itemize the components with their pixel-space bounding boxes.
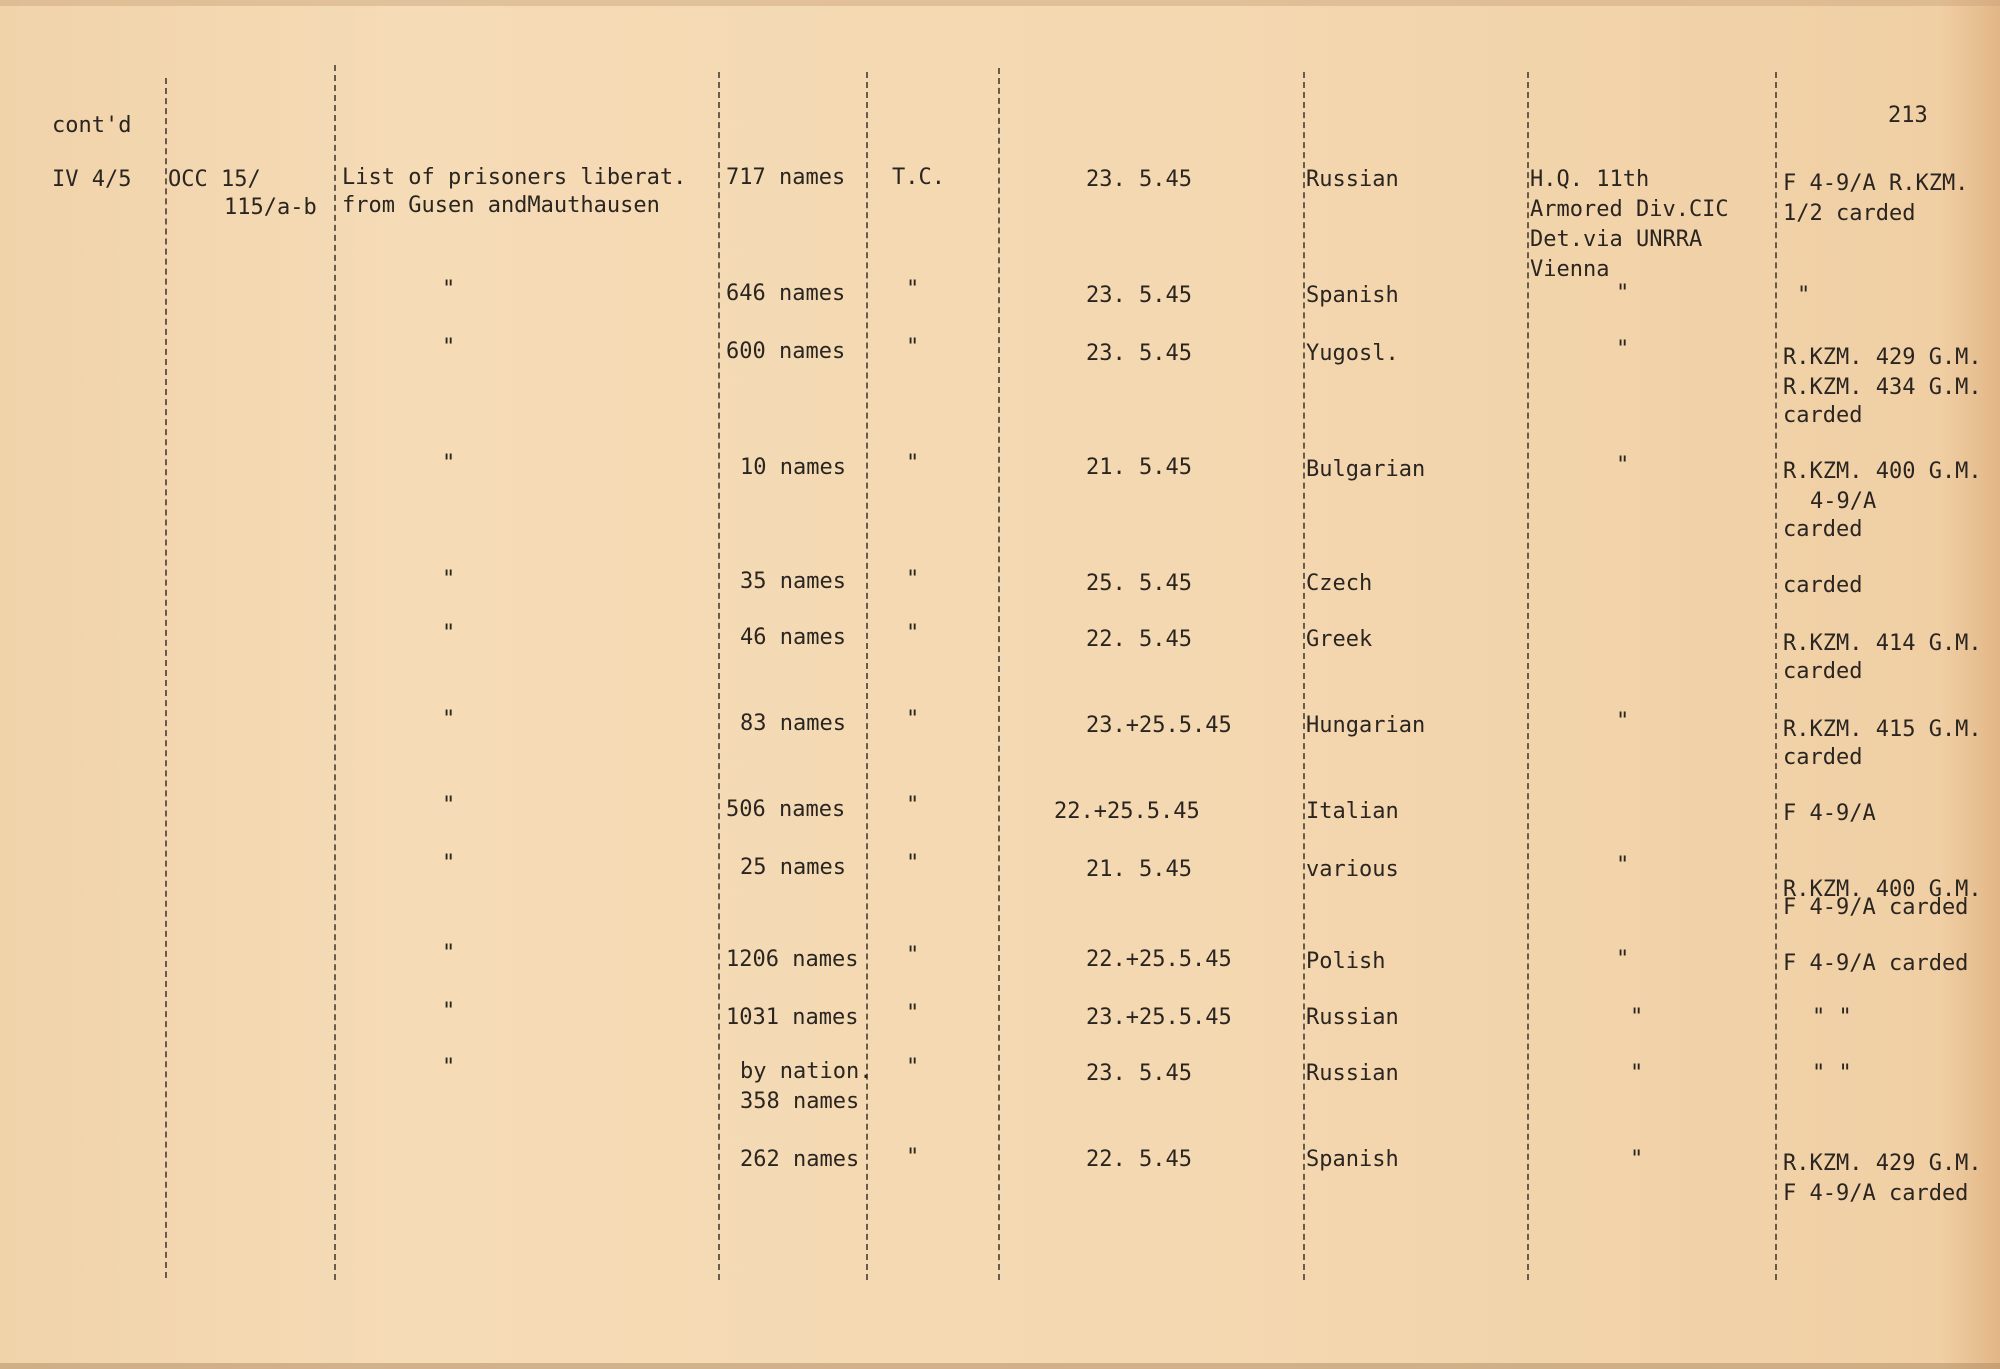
record-date: 22.+25.5.45 (1054, 799, 1200, 824)
ditto-mark: " (442, 941, 456, 966)
record-language: T.C. (892, 165, 945, 190)
record-remarks: R.KZM. 415 G.M. (1783, 717, 1982, 742)
page-number: 213 (1888, 103, 1928, 128)
record-count: 358 names (740, 1089, 860, 1114)
ditto-mark: " (1616, 853, 1630, 878)
column-rule (866, 72, 868, 1280)
record-date: 22. 5.45 (1086, 627, 1192, 652)
ditto-mark: " (442, 793, 456, 818)
record-remarks: R.KZM. 429 G.M. (1783, 345, 1982, 370)
source-line3: Det.via UNRRA (1530, 227, 1703, 252)
record-count: 646 names (726, 281, 846, 306)
record-count: 35 names (740, 569, 846, 594)
record-remarks: F 4-9/A carded (1783, 951, 1969, 976)
record-date: 23. 5.45 (1086, 341, 1192, 366)
ditto-mark: " (442, 621, 456, 646)
reference-number: IV 4/5 (52, 167, 132, 192)
record-date: 23.+25.5.45 (1086, 713, 1232, 738)
record-date: 23. 5.45 (1086, 283, 1192, 308)
ditto-mark: " (442, 851, 456, 876)
column-rule (1775, 72, 1777, 1280)
ditto-mark: " (906, 707, 920, 732)
ditto-mark: " (906, 277, 920, 302)
ditto-mark: " (1616, 947, 1630, 972)
record-remarks: carded (1783, 573, 1863, 598)
record-nationality: Italian (1306, 799, 1399, 824)
column-rule (1527, 72, 1529, 1280)
record-remarks: " " (1812, 1061, 1852, 1086)
description-line1: List of prisoners liberat. (342, 165, 687, 190)
record-remarks: F 4-9/A carded (1783, 1181, 1969, 1206)
ditto-mark: " (906, 567, 920, 592)
ditto-mark: " (906, 451, 920, 476)
ditto-mark: " (906, 335, 920, 360)
record-date: 23. 5.45 (1086, 167, 1192, 192)
ditto-mark: " (906, 1145, 920, 1170)
ditto-mark: " (906, 621, 920, 646)
ditto-mark: " (442, 1055, 456, 1080)
ditto-mark: " (442, 707, 456, 732)
record-date: 21. 5.45 (1086, 857, 1192, 882)
ditto-mark: " (906, 943, 920, 968)
record-nationality: Spanish (1306, 283, 1399, 308)
record-remarks: carded (1783, 659, 1863, 684)
page-bottom-edge (0, 1363, 2000, 1369)
record-remarks: carded (1783, 517, 1863, 542)
ditto-mark: " (906, 793, 920, 818)
record-count: 1206 names (726, 947, 859, 972)
record-count: 600 names (726, 339, 846, 364)
page-top-edge (0, 0, 2000, 6)
ditto-mark: " (906, 1001, 920, 1026)
description-line2: from Gusen andMauthausen (342, 193, 660, 218)
record-nationality: Russian (1306, 1061, 1399, 1086)
record-nationality: Yugosl. (1306, 341, 1399, 366)
column-rule (334, 65, 336, 1280)
record-nationality: various (1306, 857, 1399, 882)
column-rule (165, 78, 167, 1278)
file-number-line2: 115/a-b (224, 195, 317, 220)
ditto-mark: " (1630, 1147, 1644, 1172)
ditto-mark: " (1630, 1005, 1644, 1030)
record-remarks: carded (1783, 745, 1863, 770)
record-count: 10 names (740, 455, 846, 480)
record-remarks: F 4-9/A (1783, 801, 1876, 826)
record-nationality: Czech (1306, 571, 1373, 596)
ditto-mark: " (442, 451, 456, 476)
record-remarks: F 4-9/A R.KZM. (1783, 171, 1969, 196)
ditto-mark: " (1616, 281, 1630, 306)
record-remarks: 1/2 carded (1783, 201, 1916, 226)
record-count-note: by nation. (740, 1059, 873, 1084)
ditto-mark: " (442, 567, 456, 592)
record-remarks: R.KZM. 429 G.M. (1783, 1151, 1982, 1176)
record-date: 23. 5.45 (1086, 1061, 1192, 1086)
record-count: 25 names (740, 855, 846, 880)
record-date: 22.+25.5.45 (1086, 947, 1232, 972)
record-remarks: F 4-9/A carded (1783, 895, 1969, 920)
record-remarks: " " (1812, 1005, 1852, 1030)
record-remarks: R.KZM. 400 G.M. (1783, 459, 1982, 484)
record-count: 717 names (726, 165, 846, 190)
continued-label: cont'd (52, 113, 132, 138)
source-line1: H.Q. 11th (1530, 167, 1650, 192)
record-nationality: Russian (1306, 167, 1399, 192)
record-remarks: R.KZM. 400 G.M. (1783, 877, 1982, 902)
record-count: 83 names (740, 711, 846, 736)
record-date: 22. 5.45 (1086, 1147, 1192, 1172)
record-date: 25. 5.45 (1086, 571, 1192, 596)
ditto-mark: " (1616, 337, 1630, 362)
record-nationality: Hungarian (1306, 713, 1426, 738)
ditto-mark: " (906, 851, 920, 876)
record-remarks: carded (1783, 403, 1863, 428)
record-count: 506 names (726, 797, 846, 822)
record-nationality: Polish (1306, 949, 1386, 974)
ditto-mark: " (442, 335, 456, 360)
file-number-line1: OCC 15/ (168, 167, 261, 192)
record-remarks: 4-9/A (1810, 489, 1877, 514)
column-rule (718, 72, 720, 1280)
record-count: 1031 names (726, 1005, 859, 1030)
record-nationality: Bulgarian (1306, 457, 1426, 482)
record-count: 262 names (740, 1147, 860, 1172)
source-line4: Vienna (1530, 257, 1610, 282)
ditto-mark: " (906, 1055, 920, 1080)
ditto-mark: " (442, 999, 456, 1024)
ditto-mark: " (442, 277, 456, 302)
column-rule (1303, 72, 1305, 1280)
record-date: 21. 5.45 (1086, 455, 1192, 480)
record-nationality: Russian (1306, 1005, 1399, 1030)
record-date: 23.+25.5.45 (1086, 1005, 1232, 1030)
ditto-mark: " (1630, 1061, 1644, 1086)
source-line2: Armored Div.CIC (1530, 197, 1729, 222)
record-remarks: R.KZM. 414 G.M. (1783, 631, 1982, 656)
column-rule (998, 68, 1000, 1280)
record-count: 46 names (740, 625, 846, 650)
ditto-mark: " (1616, 453, 1630, 478)
ditto-mark: " (1616, 709, 1630, 734)
record-nationality: Spanish (1306, 1147, 1399, 1172)
ditto-mark: " (1797, 283, 1811, 308)
record-remarks: R.KZM. 434 G.M. (1783, 375, 1982, 400)
record-nationality: Greek (1306, 627, 1373, 652)
